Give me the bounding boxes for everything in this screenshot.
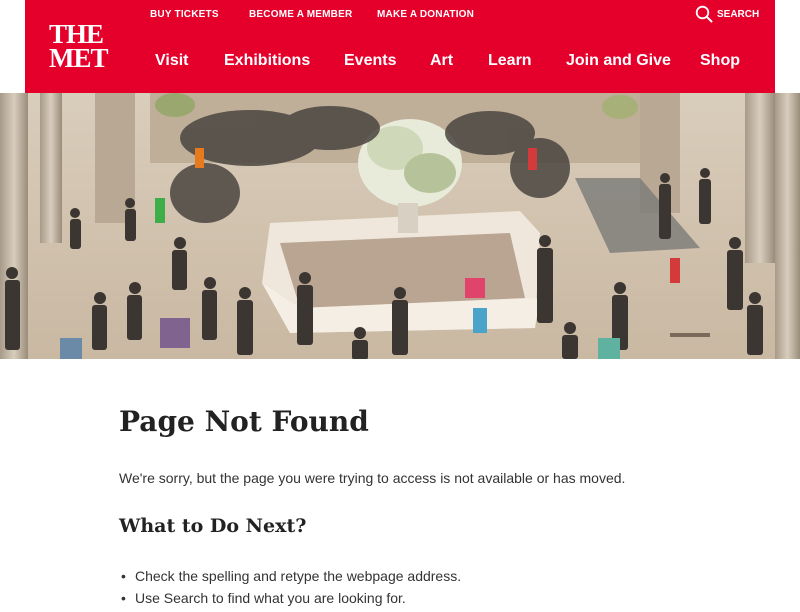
nav-events[interactable]: Events: [344, 52, 397, 69]
become-member-link[interactable]: BECOME A MEMBER: [249, 9, 353, 20]
next-step-text: Use Search to find what you are looking for.: [135, 590, 406, 606]
nav-visit[interactable]: Visit: [155, 52, 189, 69]
great-hall-illustration: [0, 93, 800, 359]
search-label: SEARCH: [717, 9, 760, 20]
nav-art[interactable]: Art: [430, 52, 454, 69]
bullet-icon: •: [121, 590, 126, 606]
next-step-text: Check the spelling and retype the webpage address.: [135, 568, 462, 584]
list-item: [119, 568, 461, 590]
next-steps-list: [119, 568, 461, 612]
search-icon: [695, 5, 713, 23]
site-header: [25, 0, 775, 93]
logo-line-1: THE: [49, 19, 104, 49]
bullet-icon: •: [121, 568, 126, 584]
error-message: We're sorry, but the page you were trying to access is not available or has moved.: [119, 470, 626, 486]
logo-line-2: MET: [49, 43, 108, 73]
nav-exhibitions[interactable]: Exhibitions: [224, 52, 311, 69]
buy-tickets-link[interactable]: BUY TICKETS: [150, 9, 219, 20]
nav-learn[interactable]: Learn: [488, 52, 532, 69]
nav-join-and-give[interactable]: Join and Give: [566, 52, 671, 69]
next-steps-heading: What to Do Next?: [119, 515, 307, 537]
list-item: [119, 590, 461, 612]
page-title: Page Not Found: [119, 405, 369, 438]
nav-shop[interactable]: Shop: [700, 52, 740, 69]
met-logo[interactable]: [49, 19, 108, 73]
make-donation-link[interactable]: MAKE A DONATION: [377, 9, 475, 20]
hero-image: [0, 93, 800, 359]
